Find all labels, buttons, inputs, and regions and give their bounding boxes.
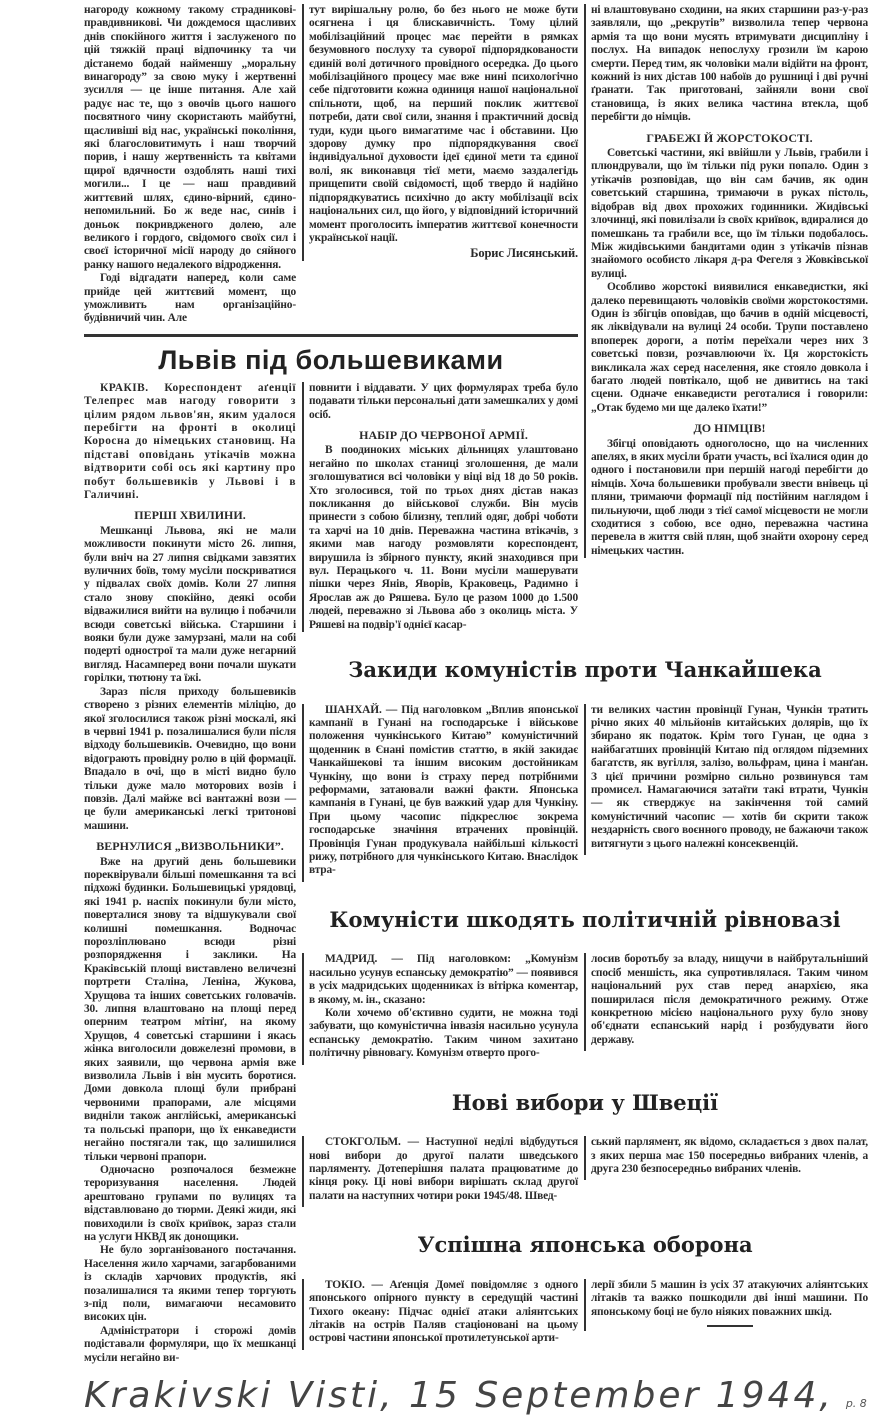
paragraph: СТОКГОЛЬМ. — Наступної неділі відбудуться нові вибори до другої палати шведського парляменту. Дотеперішня палата працюватиме до кінця року. Ці нові вибори вирішать склад другої палати на наступних чотири роки 1945/48. Швед- [309,1136,578,1202]
paragraph: ні влаштовувано сходини, на яких старшини раз-у-раз заявляли, що „рекрутів” визволила тепер червона армія та що вони мусять втримувати дисципліну і послух. На випадок непослуху грозили їм карою смерти. Перед тим, як чоловіки мали відійти на фронт, кожний із них дістав 100 набоїв до рушниці і дві ручні ґранати. Так приготовані, зайняли вони свої становища, із яких велика частина втекла, щоб перебігти до німців. [591,4,868,124]
paragraph: повнити і віддавати. У цих формулярах треба було подавати тільки персональні дати замешкалих у домі осіб. [309,381,578,421]
paragraph: Годі відгадати наперед, коли саме прийде цей життєвий момент, що уможливить нам організаційно-будівничий чин. Але [84,272,296,325]
lviv-col2 [302,382,578,632]
paragraph: Советські частини, які ввійшли у Львів, грабили і плюндрували, що їм тільки під руки попало. Один з утікачів розповідав, що він сам бачив, як один советський старшина, тримаючи в руках пістоль, відобрав від двох прохожих годинники. Жидівські злочинці, які повилізали із своїх криївок, вдиралися до помешкань та грабили все, що їм тільки подобалось. Між жидівськими бандитами один з утікачів пізнав знайомого особисто лікаря д-ра Фегеля з Жовківської вулиці. [591,147,868,280]
subheading: ВЕРНУЛИСЯ „ВИЗВОЛЬНИКИ”. [96,839,284,854]
sweden-col-a [302,1136,578,1207]
paragraph: ТОКІО. — Аґенція Домеї повідомляє з одного японського опірного пункту в середущій частині Тихого океану: Підчас однієї атаки аліянтських літаків на острів Паляв стаціоновані на цьому острові частини японської протилетунської арти- [309,1278,578,1345]
subheading: ПЕРШІ ХВИЛИНИ. [134,508,246,523]
headline-lviv: Львів під большевиками [84,334,578,382]
paragraph: Вже на другий день большевики пореквірували більші помешкання та всі підхожі будинки. Большевицькі урядовці, які 1941 р. наспіх покинули були місто, поверталися знову та відшукували свої колишні помешкання. Водночас порозліплювано всюди різні розпорядження і заклики. На Краківській площі виставлено величезні портрети Сталіна, Леніна, Жукова, Хрущова та інших советських головачів. 30. липня влаштовано на площі перед оперним театром мітінґ, на якому Хрущов, 4 советські старшини і якась жінка виголосили довжелезні промови, в яких заявили, що червона армія вже визволила Львів і він мусить боротися. Доми довкола площі були прибрані червоними прапорами, але місцями видніли також англійські, американські та польські прапори, що їх енкаведисти негайно постягали так, що залишилися тільки червоні прапори. [84,855,296,1163]
paragraph: ський парлямент, як відомо, складається з двох палат, з яких перша має 150 посередньо вибраних членів, а друга 230 безпосередньо вибраних членів. [591,1136,868,1175]
japan-col-b [584,1279,868,1331]
headline-spain: Комуністи шкодять політичній рівновазі [329,907,841,933]
handwritten-annotation [84,1365,868,1416]
spain-col-a [302,953,578,1064]
handwritten-page-note: p. 8 [845,1397,867,1410]
headline-japan: Успішна японська оборона [417,1232,753,1258]
paragraph: тут вирішальну ролю, бо без нього не може бути осягнена і ця блискавичність. Тому цілий мобілізаційний процес має перейти в рямках безумовного послуху та суворої підпорядкованости єдиній волі дотичного провідного осередка. До цього мобілізаційного процесу має вже нині психологічно себе підготовити кожна одиниця нашої національної спільноти, щоб, на перший поклик життєвої потреби, дати свої сили, знання і практичний досвід туди, куди цього вимагатиме час і обставини. Цю здорову думку про підпорядкування своєї індивідуальної духовости ідеї єдиної мети та єдиної волі, як виконавця тієї мети, маємо заздалегідь прищепити своїй свідомості, щоб твердо й надійно підпорядкуватись психічно до акту мобілізації всіх національних сил, що його, у відповідний історичний момент проголосить імператив життєвої конечности української нації. [309,4,578,244]
china-col-a [302,704,578,882]
lviv-col3 [584,4,868,558]
paragraph: Мешканці Львова, які не мали можливости покинути місто 26. липня, були вніч на 27 липня свідками завзятих вуличних боїв, тому мусіли поскриватися у підвалах своїх домів. Коли 27 липня стало знову спокійно, деякі особи відважилися вийти на вулицю і побачили всюди советські війська. Старшини і вояки були дуже замурзані, мали на собі подерті однострої та мали дуже негарний вигляд. Насамперед вони почали шукати горілки, тютюну та їжі. [84,524,296,685]
paragraph: нагороду кожному такому страдникові-правдивникові. Чи дождемося щасливих днів спокійного життя і заслуженого по цій тяжкій праці відпочинку та чи дістанемо бодай найменшу „моральну винагороду” за свою муку і жертвенні зусилля — це інше питання. Але хай радує нас те, що з овочів цього нашого посвятного чину скористають майбутні, щасливіші від нас, українські покоління, які благословитимуть і наш творчий порив, і нашу жертвенність та квітами щирої вдячности оздоблять наші тихі могили... І це — наш правдивий життєвий шлях, єдино-вірний, єдино-непомильний. Бо ж веде нас, синів і доньок покривдженого долею, але великого і гордого, свідомого своїх сил і своєї історичної місії народу до сяйного ранку нашого недалекого відродження. [84,4,296,271]
sweden-col-b [584,1136,868,1180]
japan-col-a [302,1279,578,1350]
paragraph: Адміністратори і сторожі домів подіставали формуляри, що їх мешканці мусіли негайно ви- [84,1324,296,1364]
top-article-col2 [302,4,578,261]
paragraph: лерії збили 5 машин із усіх 37 атакуючих аліянтських літаків та важко пошкодили дві інші машини. По японському боці не було ніяких поважних шкід. [591,1278,868,1318]
paragraph: Коли хочемо об'єктивно судити, не можна тоді забувати, що комуністична інвазія насильно усунула еспанську демократію. Таким чином захитано політичну рівновагу. Комунізм отверто прого- [309,1006,578,1060]
paragraph: В поодиноких міських дільницях улаштовано негайно по школах станиці зголошення, де мали зголошуватися всі чоловіки у віці від 18 до 50 років. Хто зголосився, той по трьох днях дістав наказ покликання до військової служби. Він мусів принести з собою білизну, теплий одяг, добрі чоботи та харчі на 10 днів. Переважна частина втікачів, з якими мав нагоду розмовляти кореспондент, вирушила із збірного пункту, який знаходився при вул. Перацького ч. 11. Вони мусіли машерувати пішки через Янів, Яворів, Краковець, Радимно і Ярослав аж до Ряшева. Було це разом 1000 до 1.500 людей, переважно зі Львова або з околиць міста. У Ряшеві на подвір'ї однієї касар- [309,444,578,631]
author-signature: Борис Лисянський. [470,246,578,261]
paragraph: Одночасно розпочалося безмежне тероризування населення. Людей арештовано групами по вулицях та відставлювано до тюрми. Деякі жиди, які повиходили із своїх криївок, зараз стали на услуги НКВД як донощики. [84,1163,296,1243]
headline-sweden: Нові вибори у Швеції [451,1089,719,1115]
paragraph: лосив боротьбу за владу, нищучи в найбрутальніший спосіб меншість, яка супротивлялася. Таким чином національний рух став перед анархією, яка поширилася після демократичного режиму. Отже конкретною місією національного руху було знову об'єднати еспанський нарід і розбудувати його державу. [591,953,868,1046]
subheading: ГРАБЕЖІ Й ЖОРСТОКОСТІ. [646,130,813,145]
top-article-col1 [84,4,296,326]
lviv-col1 [84,382,296,1365]
paragraph: ШАНХАЙ. — Під наголовком „Вплив японської кампанії в Гунані на господарське і військове положення чункінського Китаю” комуністичний щоденник в Єнані помістив статтю, в якій закидає Чанкайшекові та іншим високим достойникам Чункіну, що вони із страху перед потрібними реформами, затаювали важні факти. Японська кампанія в Гунані, це був важкий удар для Чункіну. При цьому часопис підкреслює зокрема господарське значіння втрачених провінцій. Провінція Гунан продукувала найбільші кількості рижу, потрібного для чункінського Китаю. Внаслідок втра- [309,703,578,877]
paragraph: МАДРИД. — Під наголовком: „Комунізм насильно усунув еспанську демократію” — появився в усіх мадридських щоденниках із вітірка коментар, в якому, м. ін., сказано: [309,953,578,1006]
paragraph: Зараз після приходу большевиків створено з різних елементів міліцію, до якої зголосилися також різні москалі, які в червні 1941 р. позалишалися були після відходу большевиків. Очевидно, що вони відограють провідну ролю в цій формації. Впадало в очі, що в місті видно було тільки дуже мало моторових возів і повзів. Далі майже всі вантажні вози — це були американські легкі тритонові машини. [84,685,296,832]
intro-paragraph: КРАКІВ. Кореспондент аґенції Телепрес мав нагоду говорити з цілим рядом львов'ян, яким удалося перебігти на фронті в околиці Коросна до німецьких становищ. На підставі оповідань утікачів можна відтворити собі ось які картину про побут большевиків у Львові і в Галичині. [84,381,296,501]
paragraph: Не було зорганізованого постачання. Населення жило харчами, загарбованими із складів харчових продуктів, які позалишалися та якими тепер торгують з-під поли, вимагаючи несамовито високих цін. [84,1244,296,1324]
subheading: ДО НІМЦІВ! [693,421,766,436]
china-col-b [584,704,868,855]
paragraph: Особливо жорстокі виявилися енкаведистки, які далеко перевищають чоловіків своїми жорстокостями. Один із збігців оповідав, що бачив в одній місцевості, як ліквідували на вулиці 24 особи. Трупи поставлено впоперек дороги, а потім переїхали через них 3 советські повзи, розчавлюючи їх. Ця жорстокість викликала жах серед населення, яке стояло довкола і багато людей повтікало, щоб не дивитись на такі сцени. Одначе енкаведисти реготалися і говорили: „Отак будемо ми ще далеко їхати!” [591,281,868,414]
subheading: НАБІР ДО ЧЕРВОНОЇ АРМІЇ. [359,427,528,442]
headline-china: Закиди комуністів проти Чанкайшека [348,657,822,683]
spain-col-b [584,953,868,1051]
handwritten-source-note: Krakivski Visti, 15 September 1944, [84,1375,834,1416]
paragraph: Збігці оповідають одноголосно, що на численних апелях, в яких мусіли брати участь, всі їхалися один до одного і постановили при першій нагоді перебігти до німців. Хоча большевики пробували звести внівець ці пляни, тримаючи формації під постійним наглядом і пильнуючи, щоб люди з тієї самої місцевости не могли сходитися з собою, все одно, переважна частина перевела в життя свій плян, щоб знайти охорону серед німецьких частин. [591,437,868,557]
paragraph: ти великих частин провінції Гунан, Чункін тратить річно яких 40 мільйонів китайських долярів, що їх збирано як податок. Крім того Гунан, це одна з найбагатших провінцій Китаю під оглядом підземних багатств, як вугілля, залізо, вольфрам, цина і манґан. З цієї причини розмірно сильно розвинувся там промисел. Намагаючися затаїти такі втрати, Чункін — як стверджує на закінчення той самий комуністичний часопис — хотів би скрити також нездарність свого воєнного проводу, не бажаючи також витягнути з цього належні консеквенцій. [591,703,868,850]
end-rule [707,1325,753,1327]
